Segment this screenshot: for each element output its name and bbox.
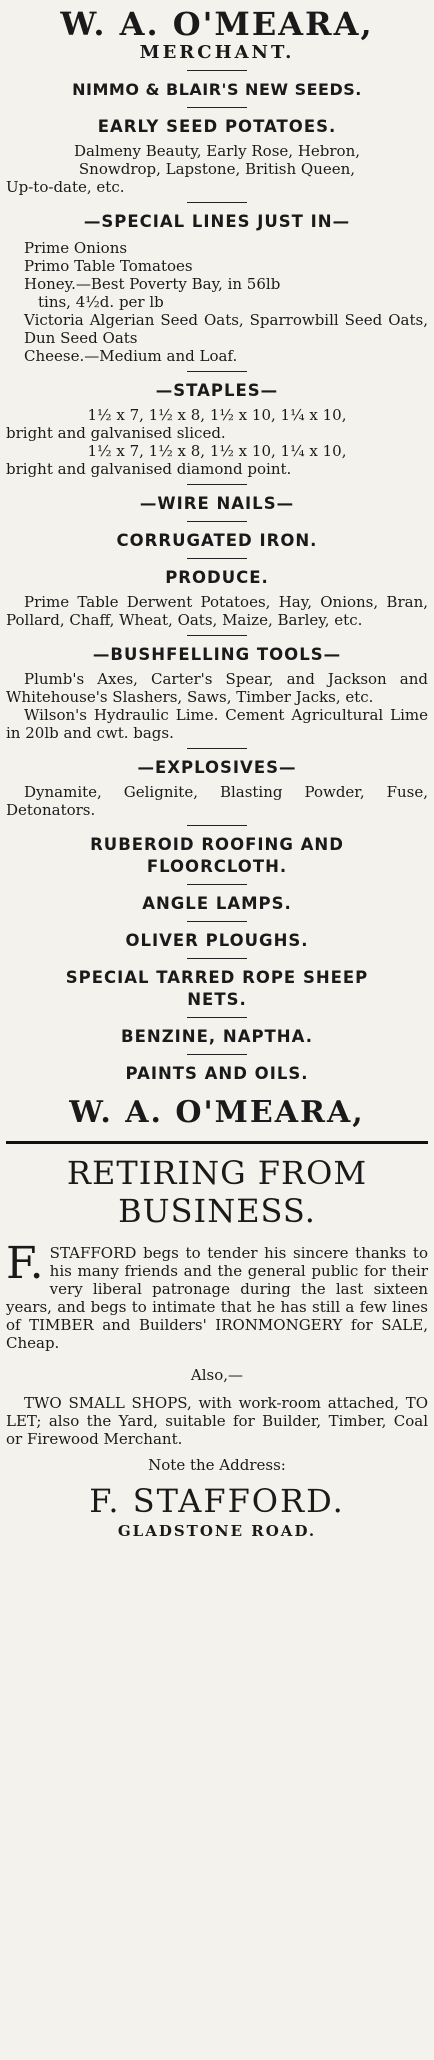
stafford-name: F. STAFFORD. — [89, 1482, 345, 1520]
ruberoid-heading-line: FLOORCLOTH. — [146, 857, 288, 876]
wire-nails-heading: —WIRE NAILS— — [139, 494, 295, 513]
advertisement-separator — [6, 1141, 428, 1144]
omeara-advertisement — [6, 6, 428, 1131]
produce-heading: PRODUCE. — [165, 568, 269, 587]
divider — [187, 107, 247, 108]
potatoes-line: Snowdrop, Lapstone, British Queen, — [78, 160, 356, 178]
divider — [187, 884, 247, 885]
oliver-ploughs-heading: OLIVER PLOUGHS. — [125, 931, 309, 950]
also-label: Also,— — [190, 1366, 244, 1384]
retiring-heading-line: RETIRING FROM — [66, 1154, 368, 1192]
stafford-address: GLADSTONE ROAD. — [117, 1522, 317, 1540]
explosives-text: Dynamite, Gelignite, Blasting Powder, Fuse, Detonators. — [6, 783, 428, 819]
produce-text: Prime Table Derwent Potatoes, Hay, Onions, Bran, Pollard, Chaff, Wheat, Oats, Maize, Barley, etc. — [6, 593, 428, 629]
divider — [187, 202, 247, 203]
potatoes-line: Dalmeny Beauty, Early Rose, Hebron, — [73, 142, 361, 160]
explosives-heading: —EXPLOSIVES— — [137, 758, 297, 777]
retiring-heading-line: BUSINESS. — [118, 1192, 316, 1230]
special-line: Prime Onions — [24, 239, 128, 257]
staples-heading: —STAPLES— — [155, 381, 279, 400]
ruberoid-heading — [6, 834, 428, 878]
shops-to-let-text: TWO SMALL SHOPS, with work-room attached, TO LET; also the Yard, suitable for Builder, Timber, Coal or Firewood Merchant. — [6, 1394, 428, 1448]
staples-list — [6, 406, 428, 478]
divider — [187, 484, 247, 485]
divider — [187, 748, 247, 749]
divider — [187, 371, 247, 372]
divider — [187, 70, 247, 71]
staples-line: 1½ x 7, 1½ x 8, 1½ x 10, 1¼ x 10, — [87, 442, 347, 460]
staples-line: bright and galvanised sliced. — [6, 424, 226, 442]
divider — [187, 521, 247, 522]
divider — [187, 958, 247, 959]
notice-text: STAFFORD begs to tender his sincere thanks to his many friends and the general public for their very liberal patronage during the last sixteen years, and begs to intimate that he has still a few lines of TIMBER and Builders' IRONMONGERY for SALE, Cheap. — [6, 1244, 428, 1352]
special-line: Primo Table Tomatoes — [24, 257, 193, 275]
rope-heading-line: SPECIAL TARRED ROPE SHEEP — [65, 968, 369, 987]
angle-lamps-heading: ANGLE LAMPS. — [142, 894, 292, 913]
special-lines-list — [6, 239, 428, 365]
divider — [187, 825, 247, 826]
retiring-heading — [6, 1154, 428, 1230]
merchant-name-heading: W. A. O'MEARA, — [60, 5, 374, 43]
special-line: Victoria Algerian Seed Oats, Sparrowbill Seed Oats, Dun Seed Oats — [24, 311, 428, 347]
bushfelling-tools-heading: —BUSHFELLING TOOLS— — [92, 645, 342, 664]
special-line: tins, 4½d. per lb — [38, 293, 164, 311]
rope-heading-line: NETS. — [187, 990, 247, 1009]
divider — [187, 635, 247, 636]
special-lines-heading: —SPECIAL LINES JUST IN— — [83, 212, 351, 231]
staples-line: bright and galvanised diamond point. — [6, 460, 292, 478]
potatoes-list — [6, 142, 428, 196]
staples-line: 1½ x 7, 1½ x 8, 1½ x 10, 1¼ x 10, — [87, 406, 347, 424]
rope-nets-heading — [6, 967, 428, 1011]
lime-text: Wilson's Hydraulic Lime. Cement Agricultural Lime in 20lb and cwt. bags. — [6, 706, 428, 742]
retiring-notice — [6, 1238, 428, 1352]
potatoes-heading: EARLY SEED POTATOES. — [97, 117, 337, 136]
potatoes-line: Up-to-date, etc. — [6, 178, 125, 196]
special-line: Cheese.—Medium and Loaf. — [24, 347, 238, 365]
divider — [187, 921, 247, 922]
corrugated-iron-heading: CORRUGATED IRON. — [116, 531, 318, 550]
seeds-heading: NIMMO & BLAIR'S NEW SEEDS. — [72, 80, 362, 99]
stafford-advertisement — [6, 1154, 428, 1540]
paints-heading: PAINTS AND OILS. — [125, 1064, 309, 1083]
drop-cap: F. — [6, 1238, 44, 1289]
divider — [187, 558, 247, 559]
divider — [187, 1017, 247, 1018]
tools-text: Plumb's Axes, Carter's Spear, and Jackson and Whitehouse's Slashers, Saws, Timber Jacks, etc. — [6, 670, 428, 706]
special-line: Honey.—Best Poverty Bay, in 56lb — [24, 275, 281, 293]
benzine-heading: BENZINE, NAPTHA. — [121, 1027, 313, 1046]
merchant-subtitle: MERCHANT. — [139, 42, 295, 63]
address-note: Note the Address: — [148, 1456, 286, 1474]
ruberoid-heading-line: RUBEROID ROOFING AND — [90, 835, 344, 854]
divider — [187, 1054, 247, 1055]
merchant-name-footer: W. A. O'MEARA, — [69, 1095, 365, 1130]
